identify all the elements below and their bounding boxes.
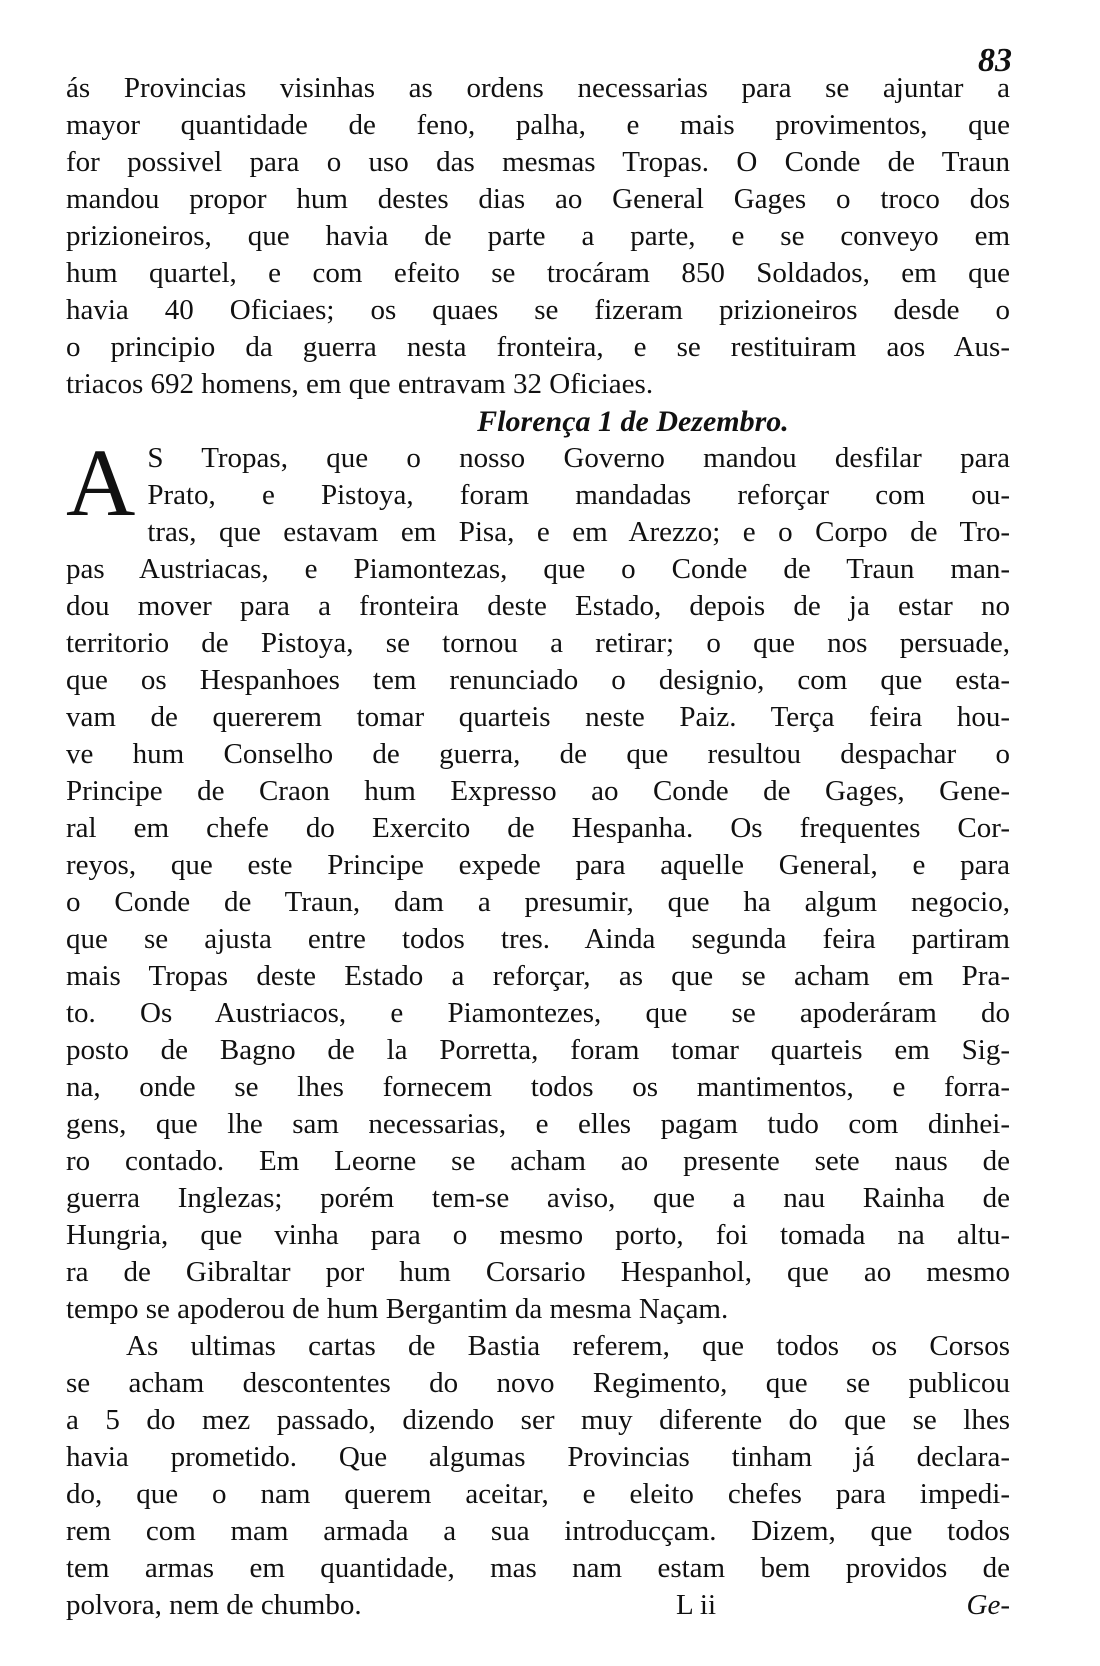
text-line: vam de quererem tomar quarteis neste Paiz. Terça feira hou-: [66, 701, 1010, 733]
section-3: [66, 1328, 1010, 1587]
text-line: to. Os Austriacos, e Piamontezes, que se apoderáram do: [66, 997, 1010, 1029]
page-number: 83: [978, 42, 1012, 79]
text-line: ro contado. Em Leorne se acham ao presente sete naus de: [66, 1145, 1010, 1177]
text-line: triacos 692 homens, em que entravam 32 Oficiaes.: [66, 368, 654, 400]
text-line: na, onde se lhes fornecem todos os mantimentos, e forra-: [66, 1071, 1010, 1103]
text-line: ra de Gibraltar por hum Corsario Hespanhol, que ao mesmo: [66, 1256, 1010, 1288]
text-line: havia 40 Oficiaes; os quaes se fizeram prizioneiros desde o: [66, 294, 1010, 326]
dateline-heading: Florença 1 de Dezembro.: [477, 405, 789, 438]
text-line: S Tropas, que o nosso Governo mandou desfilar para: [147, 442, 1010, 474]
drop-cap-letter: A: [66, 429, 136, 536]
text-line: tem armas em quantidade, mas nam estam bem providos de: [66, 1552, 1010, 1584]
page-footer: [66, 1587, 1010, 1624]
text-line: for possivel para o uso das mesmas Tropas. O Conde de Traun: [66, 146, 1010, 178]
signature-mark: L ii: [676, 1589, 717, 1621]
text-line: tras, que estavam em Pisa, e em Arezzo; e o Corpo de Tro-: [147, 516, 1010, 548]
text-line: que se ajusta entre todos tres. Ainda segunda feira partiram: [66, 923, 1010, 955]
text-line: prizioneiros, que havia de parte a parte, e se conveyo em: [66, 220, 1010, 252]
text-line: se acham descontentes do novo Regimento, que se publicou: [66, 1367, 1010, 1399]
text-line: gens, que lhe sam necessarias, e elles pagam tudo com dinhei-: [66, 1108, 1010, 1140]
text-line: territorio de Pistoya, se tornou a retirar; o que nos persuade,: [66, 627, 1010, 659]
text-line: hum quartel, e com efeito se trocáram 850 Soldados, em que: [66, 257, 1010, 289]
footer-text-line: polvora, nem de chumbo.: [66, 1589, 362, 1621]
text-line: pas Austriacas, e Piamontezas, que o Conde de Traun man-: [66, 553, 1010, 585]
text-line: que os Hespanhoes tem renunciado o designio, com que esta-: [66, 664, 1010, 696]
text-line: Hungria, que vinha para o mesmo porto, foi tomada na altu-: [66, 1219, 1010, 1251]
text-line: ral em chefe do Exercito de Hespanha. Os frequentes Cor-: [66, 812, 1010, 844]
text-line: dou mover para a fronteira deste Estado, depois de ja estar no: [66, 590, 1010, 622]
section-2: [66, 429, 1010, 1328]
text-line: reyos, que este Principe expede para aquelle General, e para: [66, 849, 1010, 881]
text-line: do, que o nam querem aceitar, e eleito chefes para impedi-: [66, 1478, 1010, 1510]
catchword: Ge-: [966, 1589, 1010, 1621]
text-line: o Conde de Traun, dam a presumir, que ha algum negocio,: [66, 886, 1010, 918]
text-line: o principio da guerra nesta fronteira, e se restituiram aos Aus-: [66, 331, 1010, 363]
text-line: As ultimas cartas de Bastia referem, que todos os Corsos: [126, 1330, 1010, 1362]
text-line: mais Tropas deste Estado a reforçar, as que se acham em Pra-: [66, 960, 1010, 992]
text-column: [66, 70, 1010, 1624]
text-line: mandou propor hum destes dias ao General Gages o troco dos: [66, 183, 1010, 215]
text-line: havia prometido. Que algumas Provincias tinham já declara-: [66, 1441, 1010, 1473]
text-line: ve hum Conselho de guerra, de que resultou despachar o: [66, 738, 1010, 770]
text-line: rem com mam armada a sua introducçam. Dizem, que todos: [66, 1515, 1010, 1547]
text-line: posto de Bagno de la Porretta, foram tomar quarteis em Sig-: [66, 1034, 1010, 1066]
text-line: Prato, e Pistoya, foram mandadas reforçar com ou-: [147, 479, 1010, 511]
text-line: ás Provincias visinhas as ordens necessarias para se ajuntar a: [66, 72, 1010, 104]
text-line: guerra Inglezas; porém tem-se aviso, que a nau Rainha de: [66, 1182, 1010, 1214]
text-line: Principe de Craon hum Expresso ao Conde de Gages, Gene-: [66, 775, 1010, 807]
section-1: [66, 70, 1010, 403]
text-line: a 5 do mez passado, dizendo ser muy diferente do que se lhes: [66, 1404, 1010, 1436]
text-line: tempo se apoderou de hum Bergantim da mesma Naçam.: [66, 1293, 729, 1325]
text-line: mayor quantidade de feno, palha, e mais provimentos, que: [66, 109, 1010, 141]
